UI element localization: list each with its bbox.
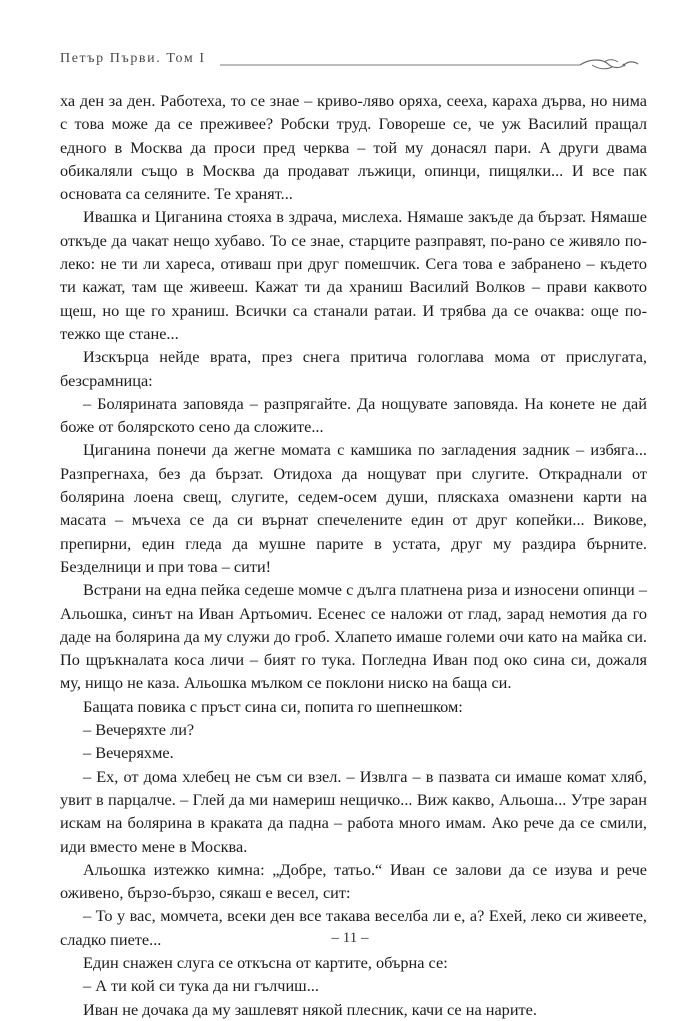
paragraph: – Вечеряхте ли? xyxy=(83,720,195,740)
paragraph: – То у вас, момчета, всеки ден все такава веселба ли е, а? Ехей, леко си живеете, сладко пиете... xyxy=(60,906,647,949)
paragraph: Встрани на една пейка седеше момче с дълга платнена риза и износени опинци – Альошка, синът на Иван Артьомич. Есенес се наложи от глад, зарад немотия да го даде на болярина да му служи до гроб. Хлапето имаше големи очи като на майка си. По щръкналата коса личи – бият го тука. Погледна Иван под око сина си, дожаля му, нищо не каза. Альошка мълком се поклони ниско на баща си. xyxy=(60,580,647,693)
running-header xyxy=(60,48,650,78)
paragraph: Изскърца нейде врата, през снега притича гологлава мома от прислугата, безсрамница: xyxy=(60,347,647,390)
paragraph: ха ден за ден. Работеха, то се знае – криво-ляво оряха, сееха, караха дърва, но нима с това може да се преживее? Робски труд. Говореше се, че уж Василий пращал едного в Москва да проси пред черква – той му донасял пари. А други двама обикаляли също в Москва да продават лъжици, опинци, пищялки... И все пак основата са селяните. Те хранят... xyxy=(60,91,647,204)
paragraph: – Болярината заповядa – разпрягайте. Да нощувате заповяда. На конете не дай боже от болярското сено да сложите... xyxy=(60,393,647,437)
paragraph: Иван не дочака да му зашлевят някой плесник, качи се на нарите. xyxy=(83,999,537,1019)
running-title: Петър Първи. Том I xyxy=(60,51,206,66)
text-body xyxy=(60,89,647,1021)
flourish-ornament-icon xyxy=(220,59,640,71)
paragraph: Бащата повика с пръст сина си, попита го шепнешком: xyxy=(83,696,463,716)
page-number: – 11 – xyxy=(331,930,369,946)
paragraph: Ивашка и Циганина стояха в здрача, мислеха. Нямаше закъде да бързат. Нямаше откъде да чакат нещо хубаво. То се знае, старците разправят, по-рано се живяло по-леко: не ти ли харесa, отиваш при друг помешчик. Сега това е забранено – където ти кажат, там ще живееш. Кажат ти да храниш Василий Волков – прави каквото щеш, но ще го храниш. Всички са станали ратаи. И трябва да се очаква: още по-тежко ще стане... xyxy=(60,207,647,343)
paragraph: – Ех, от дома хлебец не съм си взел. – Извлга – в пазвата си имаше комат хляб, увит в парцалче. – Глей да ми намериш нещичко... Виж какво, Альоша... Утре заран искам на болярина в краката да падна – работа много имам. Ако рече да се смили, иди вместо мене в Москва. xyxy=(60,766,647,856)
paragraph: – А ти кой си тука да ни гълчиш... xyxy=(83,976,319,996)
paragraph: Циганина понечи да жегне момата с камшика по заглaдения задник – избяга... Разпрегнаха, без да бързат. Отидоха да нощуват при слугите. Откраднали от болярина лоена свещ, слугите, седем-осем души, пляскаха омазнени карти на масата – мъчеха се да си върнат спечелените един от друг копейки... Викове, препирни, един гледа да мушне парите в устата, друг му раздира бърните. Безделници и при това – сити! xyxy=(60,440,647,576)
paragraph: Един снажен слуга се откъсна от картите, обърна се: xyxy=(83,952,448,972)
paragraph: – Вечеряхме. xyxy=(83,743,174,763)
paragraph: Альошка изтежко кимна: „Добре, татьо.“ Иван се залови да се изува и рече оживено, бързо-бързо, сякаш е весел, сит: xyxy=(60,859,647,903)
